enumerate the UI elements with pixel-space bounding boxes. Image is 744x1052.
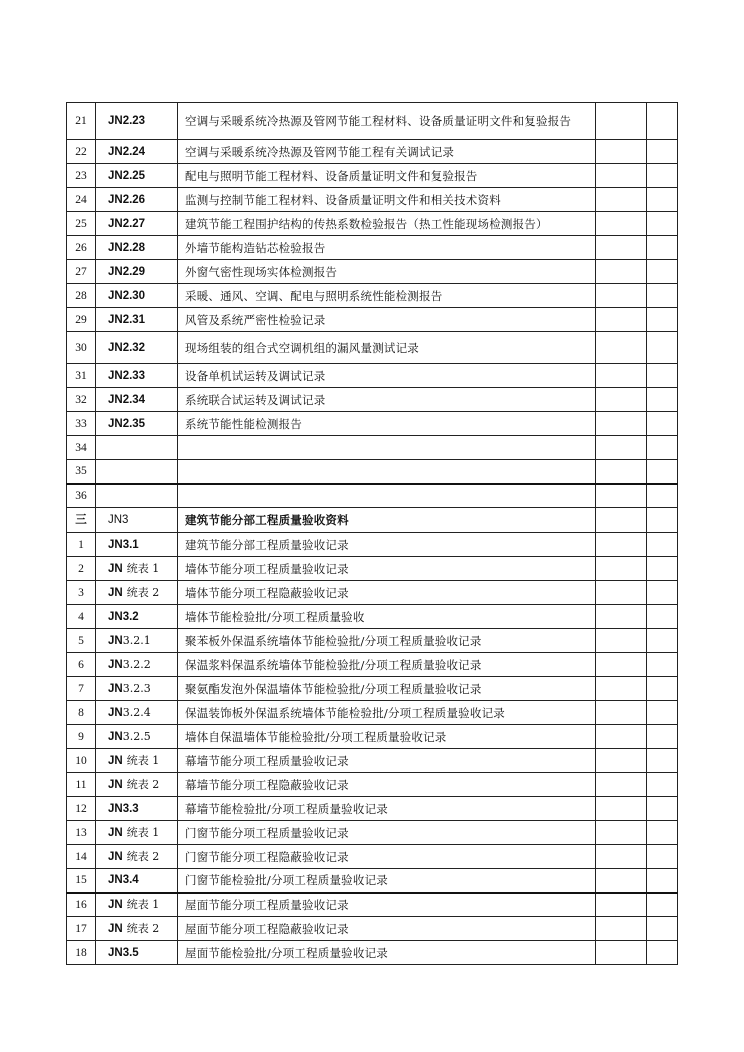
row-code-main: JN2.23 xyxy=(108,115,146,127)
row-blank-cell xyxy=(596,212,647,236)
row-code-suffix: 3.2.4 xyxy=(122,705,151,719)
row-blank-cell xyxy=(647,412,678,436)
table-row xyxy=(67,140,678,164)
row-title xyxy=(178,484,596,508)
row-number: 6 xyxy=(67,653,96,677)
row-title: 幕墙节能检验批/分项工程质量验收记录 xyxy=(178,797,596,821)
row-title: 墙体节能分项工程质量验收记录 xyxy=(178,557,596,581)
row-number: 34 xyxy=(67,436,96,460)
row-blank-cell xyxy=(647,941,678,965)
table-body xyxy=(67,103,678,965)
row-blank-cell xyxy=(647,164,678,188)
row-blank-cell xyxy=(647,508,678,533)
row-title: 现场组装的组合式空调机组的漏风量测试记录 xyxy=(178,332,596,364)
row-blank-cell xyxy=(647,725,678,749)
row-blank-cell xyxy=(647,533,678,557)
table-row xyxy=(67,284,678,308)
row-blank-cell xyxy=(596,821,647,845)
row-title: 配电与照明节能工程材料、设备质量证明文件和复验报告 xyxy=(178,164,596,188)
row-number: 11 xyxy=(67,773,96,797)
row-code-suffix: 统表 2 xyxy=(126,921,160,935)
row-title: 外窗气密性现场实体检测报告 xyxy=(178,260,596,284)
row-title: 系统节能性能检测报告 xyxy=(178,412,596,436)
section-header-row xyxy=(67,508,678,533)
row-title: 门窗节能检验批/分项工程质量验收记录 xyxy=(178,869,596,893)
row-code xyxy=(96,893,178,917)
row-code-main: JN2.26 xyxy=(108,193,146,206)
row-blank-cell xyxy=(596,388,647,412)
table-row xyxy=(67,188,678,212)
row-title: 采暖、通风、空调、配电与照明系统性能检测报告 xyxy=(178,284,596,308)
row-blank-cell xyxy=(596,460,647,484)
row-code-main: JN xyxy=(108,562,123,575)
row-blank-cell xyxy=(596,260,647,284)
row-blank-cell xyxy=(647,773,678,797)
table-row xyxy=(67,212,678,236)
row-blank-cell xyxy=(647,236,678,260)
row-code xyxy=(96,845,178,869)
row-blank-cell xyxy=(647,605,678,629)
row-code xyxy=(96,484,178,508)
row-blank-cell xyxy=(647,629,678,653)
row-number: 27 xyxy=(67,260,96,284)
row-code xyxy=(96,236,178,260)
row-number: 3 xyxy=(67,581,96,605)
row-blank-cell xyxy=(596,188,647,212)
row-number: 23 xyxy=(67,164,96,188)
row-blank-cell xyxy=(596,284,647,308)
table-row xyxy=(67,533,678,557)
row-code-main: JN xyxy=(108,634,123,647)
row-number: 16 xyxy=(67,893,96,917)
row-blank-cell xyxy=(596,893,647,917)
row-title: 建筑节能工程围护结构的传热系数检验报告（热工性能现场检测报告） xyxy=(178,212,596,236)
row-code-suffix: 统表 2 xyxy=(126,849,160,863)
row-number: 35 xyxy=(67,460,96,484)
row-blank-cell xyxy=(596,557,647,581)
row-number: 22 xyxy=(67,140,96,164)
table-row xyxy=(67,869,678,893)
table-row xyxy=(67,557,678,581)
row-code-main: JN2.28 xyxy=(108,241,146,254)
row-blank-cell xyxy=(647,893,678,917)
row-code xyxy=(96,460,178,484)
row-blank-cell xyxy=(647,821,678,845)
row-blank-cell xyxy=(596,412,647,436)
row-code xyxy=(96,164,178,188)
row-title: 幕墙节能分项工程质量验收记录 xyxy=(178,749,596,773)
row-blank-cell xyxy=(647,308,678,332)
row-blank-cell xyxy=(596,797,647,821)
row-code-main: JN2.35 xyxy=(108,417,146,430)
row-code-main: JN3.5 xyxy=(108,946,139,959)
row-number: 2 xyxy=(67,557,96,581)
row-number: 9 xyxy=(67,725,96,749)
row-code-main: JN3 xyxy=(108,514,129,526)
row-blank-cell xyxy=(647,701,678,725)
row-code-main: JN xyxy=(108,778,123,791)
row-title: 门窗节能分项工程质量验收记录 xyxy=(178,821,596,845)
table-row xyxy=(67,484,678,508)
row-code xyxy=(96,284,178,308)
row-number: 三 xyxy=(67,508,96,533)
row-title: 聚苯板外保温系统墙体节能检验批/分项工程质量验收记录 xyxy=(178,629,596,653)
row-blank-cell xyxy=(647,917,678,941)
row-code-main: JN xyxy=(108,898,123,911)
row-blank-cell xyxy=(596,869,647,893)
row-blank-cell xyxy=(647,557,678,581)
row-code xyxy=(96,332,178,364)
table-row xyxy=(67,773,678,797)
row-blank-cell xyxy=(596,103,647,140)
row-blank-cell xyxy=(596,436,647,460)
row-code-main: JN xyxy=(108,922,123,935)
row-code xyxy=(96,797,178,821)
row-code-main: JN xyxy=(108,850,123,863)
row-number: 32 xyxy=(67,388,96,412)
row-code xyxy=(96,364,178,388)
row-code xyxy=(96,581,178,605)
row-code xyxy=(96,557,178,581)
row-title: 监测与控制节能工程材料、设备质量证明文件和相关技术资料 xyxy=(178,188,596,212)
row-blank-cell xyxy=(596,701,647,725)
row-blank-cell xyxy=(596,533,647,557)
row-number: 29 xyxy=(67,308,96,332)
row-number: 18 xyxy=(67,941,96,965)
row-code xyxy=(96,212,178,236)
row-blank-cell xyxy=(647,388,678,412)
row-title: 外墙节能构造钻芯检验报告 xyxy=(178,236,596,260)
row-title: 风管及系统严密性检验记录 xyxy=(178,308,596,332)
row-blank-cell xyxy=(596,332,647,364)
row-blank-cell xyxy=(647,260,678,284)
row-blank-cell xyxy=(596,941,647,965)
table-row xyxy=(67,821,678,845)
row-title: 系统联合试运转及调试记录 xyxy=(178,388,596,412)
row-blank-cell xyxy=(596,677,647,701)
row-code xyxy=(96,308,178,332)
row-code-main: JN2.30 xyxy=(108,289,146,302)
row-blank-cell xyxy=(647,484,678,508)
row-blank-cell xyxy=(596,484,647,508)
row-code-main: JN xyxy=(108,682,123,695)
row-blank-cell xyxy=(647,364,678,388)
row-number: 26 xyxy=(67,236,96,260)
row-code-main: JN2.34 xyxy=(108,393,146,406)
table-row xyxy=(67,629,678,653)
row-code xyxy=(96,188,178,212)
row-code xyxy=(96,653,178,677)
row-title: 建筑节能分部工程质量验收资料 xyxy=(178,508,596,533)
row-number: 36 xyxy=(67,484,96,508)
row-title xyxy=(178,460,596,484)
table-row xyxy=(67,605,678,629)
row-blank-cell xyxy=(596,845,647,869)
row-blank-cell xyxy=(647,581,678,605)
row-code-suffix: 3.2.2 xyxy=(122,657,151,671)
row-blank-cell xyxy=(596,164,647,188)
row-number: 31 xyxy=(67,364,96,388)
row-blank-cell xyxy=(647,188,678,212)
row-code-main: JN2.33 xyxy=(108,369,146,382)
row-title: 保温浆料保温系统墙体节能检验批/分项工程质量验收记录 xyxy=(178,653,596,677)
table-row xyxy=(67,236,678,260)
row-blank-cell xyxy=(596,629,647,653)
row-blank-cell xyxy=(596,917,647,941)
row-code-main: JN xyxy=(108,730,123,743)
row-blank-cell xyxy=(647,140,678,164)
row-code-main: JN3.4 xyxy=(108,874,139,887)
row-code xyxy=(96,533,178,557)
table-row xyxy=(67,845,678,869)
row-blank-cell xyxy=(647,212,678,236)
row-code xyxy=(96,773,178,797)
table-row xyxy=(67,917,678,941)
row-blank-cell xyxy=(596,581,647,605)
table-row xyxy=(67,581,678,605)
row-number: 12 xyxy=(67,797,96,821)
table-row xyxy=(67,749,678,773)
row-title: 建筑节能分部工程质量验收记录 xyxy=(178,533,596,557)
row-blank-cell xyxy=(596,725,647,749)
row-blank-cell xyxy=(647,103,678,140)
table-row xyxy=(67,364,678,388)
row-code xyxy=(96,749,178,773)
row-code xyxy=(96,103,178,140)
row-code-suffix: 3.2.1 xyxy=(122,633,151,647)
row-code xyxy=(96,508,178,533)
row-code-suffix: 3.2.5 xyxy=(122,729,151,743)
row-code-main: JN xyxy=(108,586,123,599)
row-code-main: JN2.24 xyxy=(108,145,146,158)
row-title: 门窗节能分项工程隐蔽验收记录 xyxy=(178,845,596,869)
row-number: 7 xyxy=(67,677,96,701)
table-row xyxy=(67,797,678,821)
row-number: 33 xyxy=(67,412,96,436)
row-code xyxy=(96,821,178,845)
row-code xyxy=(96,701,178,725)
table-row xyxy=(67,164,678,188)
row-code xyxy=(96,412,178,436)
row-code xyxy=(96,869,178,893)
row-code xyxy=(96,140,178,164)
row-blank-cell xyxy=(647,332,678,364)
row-code-main: JN2.32 xyxy=(108,341,146,354)
row-code xyxy=(96,917,178,941)
row-blank-cell xyxy=(596,653,647,677)
table-row xyxy=(67,460,678,484)
row-code xyxy=(96,260,178,284)
row-code-main: JN2.29 xyxy=(108,265,146,278)
row-blank-cell xyxy=(647,436,678,460)
row-blank-cell xyxy=(647,653,678,677)
row-blank-cell xyxy=(596,364,647,388)
row-code xyxy=(96,725,178,749)
row-number: 25 xyxy=(67,212,96,236)
row-code-main: JN2.25 xyxy=(108,169,146,182)
row-code xyxy=(96,436,178,460)
row-code xyxy=(96,941,178,965)
table-row xyxy=(67,725,678,749)
row-code-suffix: 统表 1 xyxy=(126,753,160,767)
row-number: 8 xyxy=(67,701,96,725)
row-blank-cell xyxy=(647,797,678,821)
row-code-main: JN xyxy=(108,706,123,719)
table-row xyxy=(67,260,678,284)
table-row xyxy=(67,893,678,917)
row-code-suffix: 统表 1 xyxy=(126,825,160,839)
row-number: 21 xyxy=(67,103,96,140)
row-blank-cell xyxy=(596,749,647,773)
row-blank-cell xyxy=(647,869,678,893)
row-code xyxy=(96,605,178,629)
row-title: 设备单机试运转及调试记录 xyxy=(178,364,596,388)
table-row xyxy=(67,103,678,140)
row-number: 13 xyxy=(67,821,96,845)
row-code-suffix: 统表 1 xyxy=(126,561,160,575)
row-number: 15 xyxy=(67,869,96,893)
row-blank-cell xyxy=(647,749,678,773)
row-blank-cell xyxy=(596,308,647,332)
row-code-main: JN xyxy=(108,754,123,767)
row-number: 1 xyxy=(67,533,96,557)
row-blank-cell xyxy=(596,140,647,164)
row-code-main: JN xyxy=(108,658,123,671)
row-title: 空调与采暖系统冷热源及管网节能工程有关调试记录 xyxy=(178,140,596,164)
row-code xyxy=(96,677,178,701)
table-row xyxy=(67,436,678,460)
table-row xyxy=(67,677,678,701)
table-row xyxy=(67,332,678,364)
row-code-main: JN3.2 xyxy=(108,610,139,623)
row-title xyxy=(178,436,596,460)
row-code-main: JN2.27 xyxy=(108,217,146,230)
row-blank-cell xyxy=(596,605,647,629)
row-code-main: JN3.1 xyxy=(108,538,139,551)
row-title: 空调与采暖系统冷热源及管网节能工程材料、设备质量证明文件和复验报告 xyxy=(178,103,596,140)
row-blank-cell xyxy=(647,284,678,308)
document-table xyxy=(66,102,678,965)
row-blank-cell xyxy=(647,845,678,869)
row-code-main: JN2.31 xyxy=(108,313,146,326)
row-title: 墙体自保温墙体节能检验批/分项工程质量验收记录 xyxy=(178,725,596,749)
row-blank-cell xyxy=(596,773,647,797)
row-code-main: JN xyxy=(108,826,123,839)
row-code-suffix: 3.2.3 xyxy=(122,681,151,695)
row-number: 4 xyxy=(67,605,96,629)
row-code-suffix: 统表 1 xyxy=(126,897,160,911)
row-number: 28 xyxy=(67,284,96,308)
row-number: 24 xyxy=(67,188,96,212)
row-blank-cell xyxy=(596,236,647,260)
row-number: 14 xyxy=(67,845,96,869)
table-row xyxy=(67,701,678,725)
row-title: 墙体节能检验批/分项工程质量验收 xyxy=(178,605,596,629)
row-number: 10 xyxy=(67,749,96,773)
row-title: 屋面节能分项工程隐蔽验收记录 xyxy=(178,917,596,941)
row-code-main: JN3.3 xyxy=(108,802,139,815)
table-row xyxy=(67,308,678,332)
row-title: 聚氨酯发泡外保温墙体节能检验批/分项工程质量验收记录 xyxy=(178,677,596,701)
row-blank-cell xyxy=(647,460,678,484)
table-row xyxy=(67,388,678,412)
row-code xyxy=(96,629,178,653)
row-code-suffix: 统表 2 xyxy=(126,585,160,599)
row-code xyxy=(96,388,178,412)
table-row xyxy=(67,653,678,677)
row-title: 屋面节能检验批/分项工程质量验收记录 xyxy=(178,941,596,965)
row-title: 屋面节能分项工程质量验收记录 xyxy=(178,893,596,917)
row-number: 30 xyxy=(67,332,96,364)
row-number: 5 xyxy=(67,629,96,653)
row-title: 保温装饰板外保温系统墙体节能检验批/分项工程质量验收记录 xyxy=(178,701,596,725)
row-code-suffix: 统表 2 xyxy=(126,777,160,791)
row-blank-cell xyxy=(647,677,678,701)
row-number: 17 xyxy=(67,917,96,941)
row-title: 墙体节能分项工程隐蔽验收记录 xyxy=(178,581,596,605)
row-title: 幕墙节能分项工程隐蔽验收记录 xyxy=(178,773,596,797)
row-blank-cell xyxy=(596,508,647,533)
table-row xyxy=(67,412,678,436)
table-row xyxy=(67,941,678,965)
